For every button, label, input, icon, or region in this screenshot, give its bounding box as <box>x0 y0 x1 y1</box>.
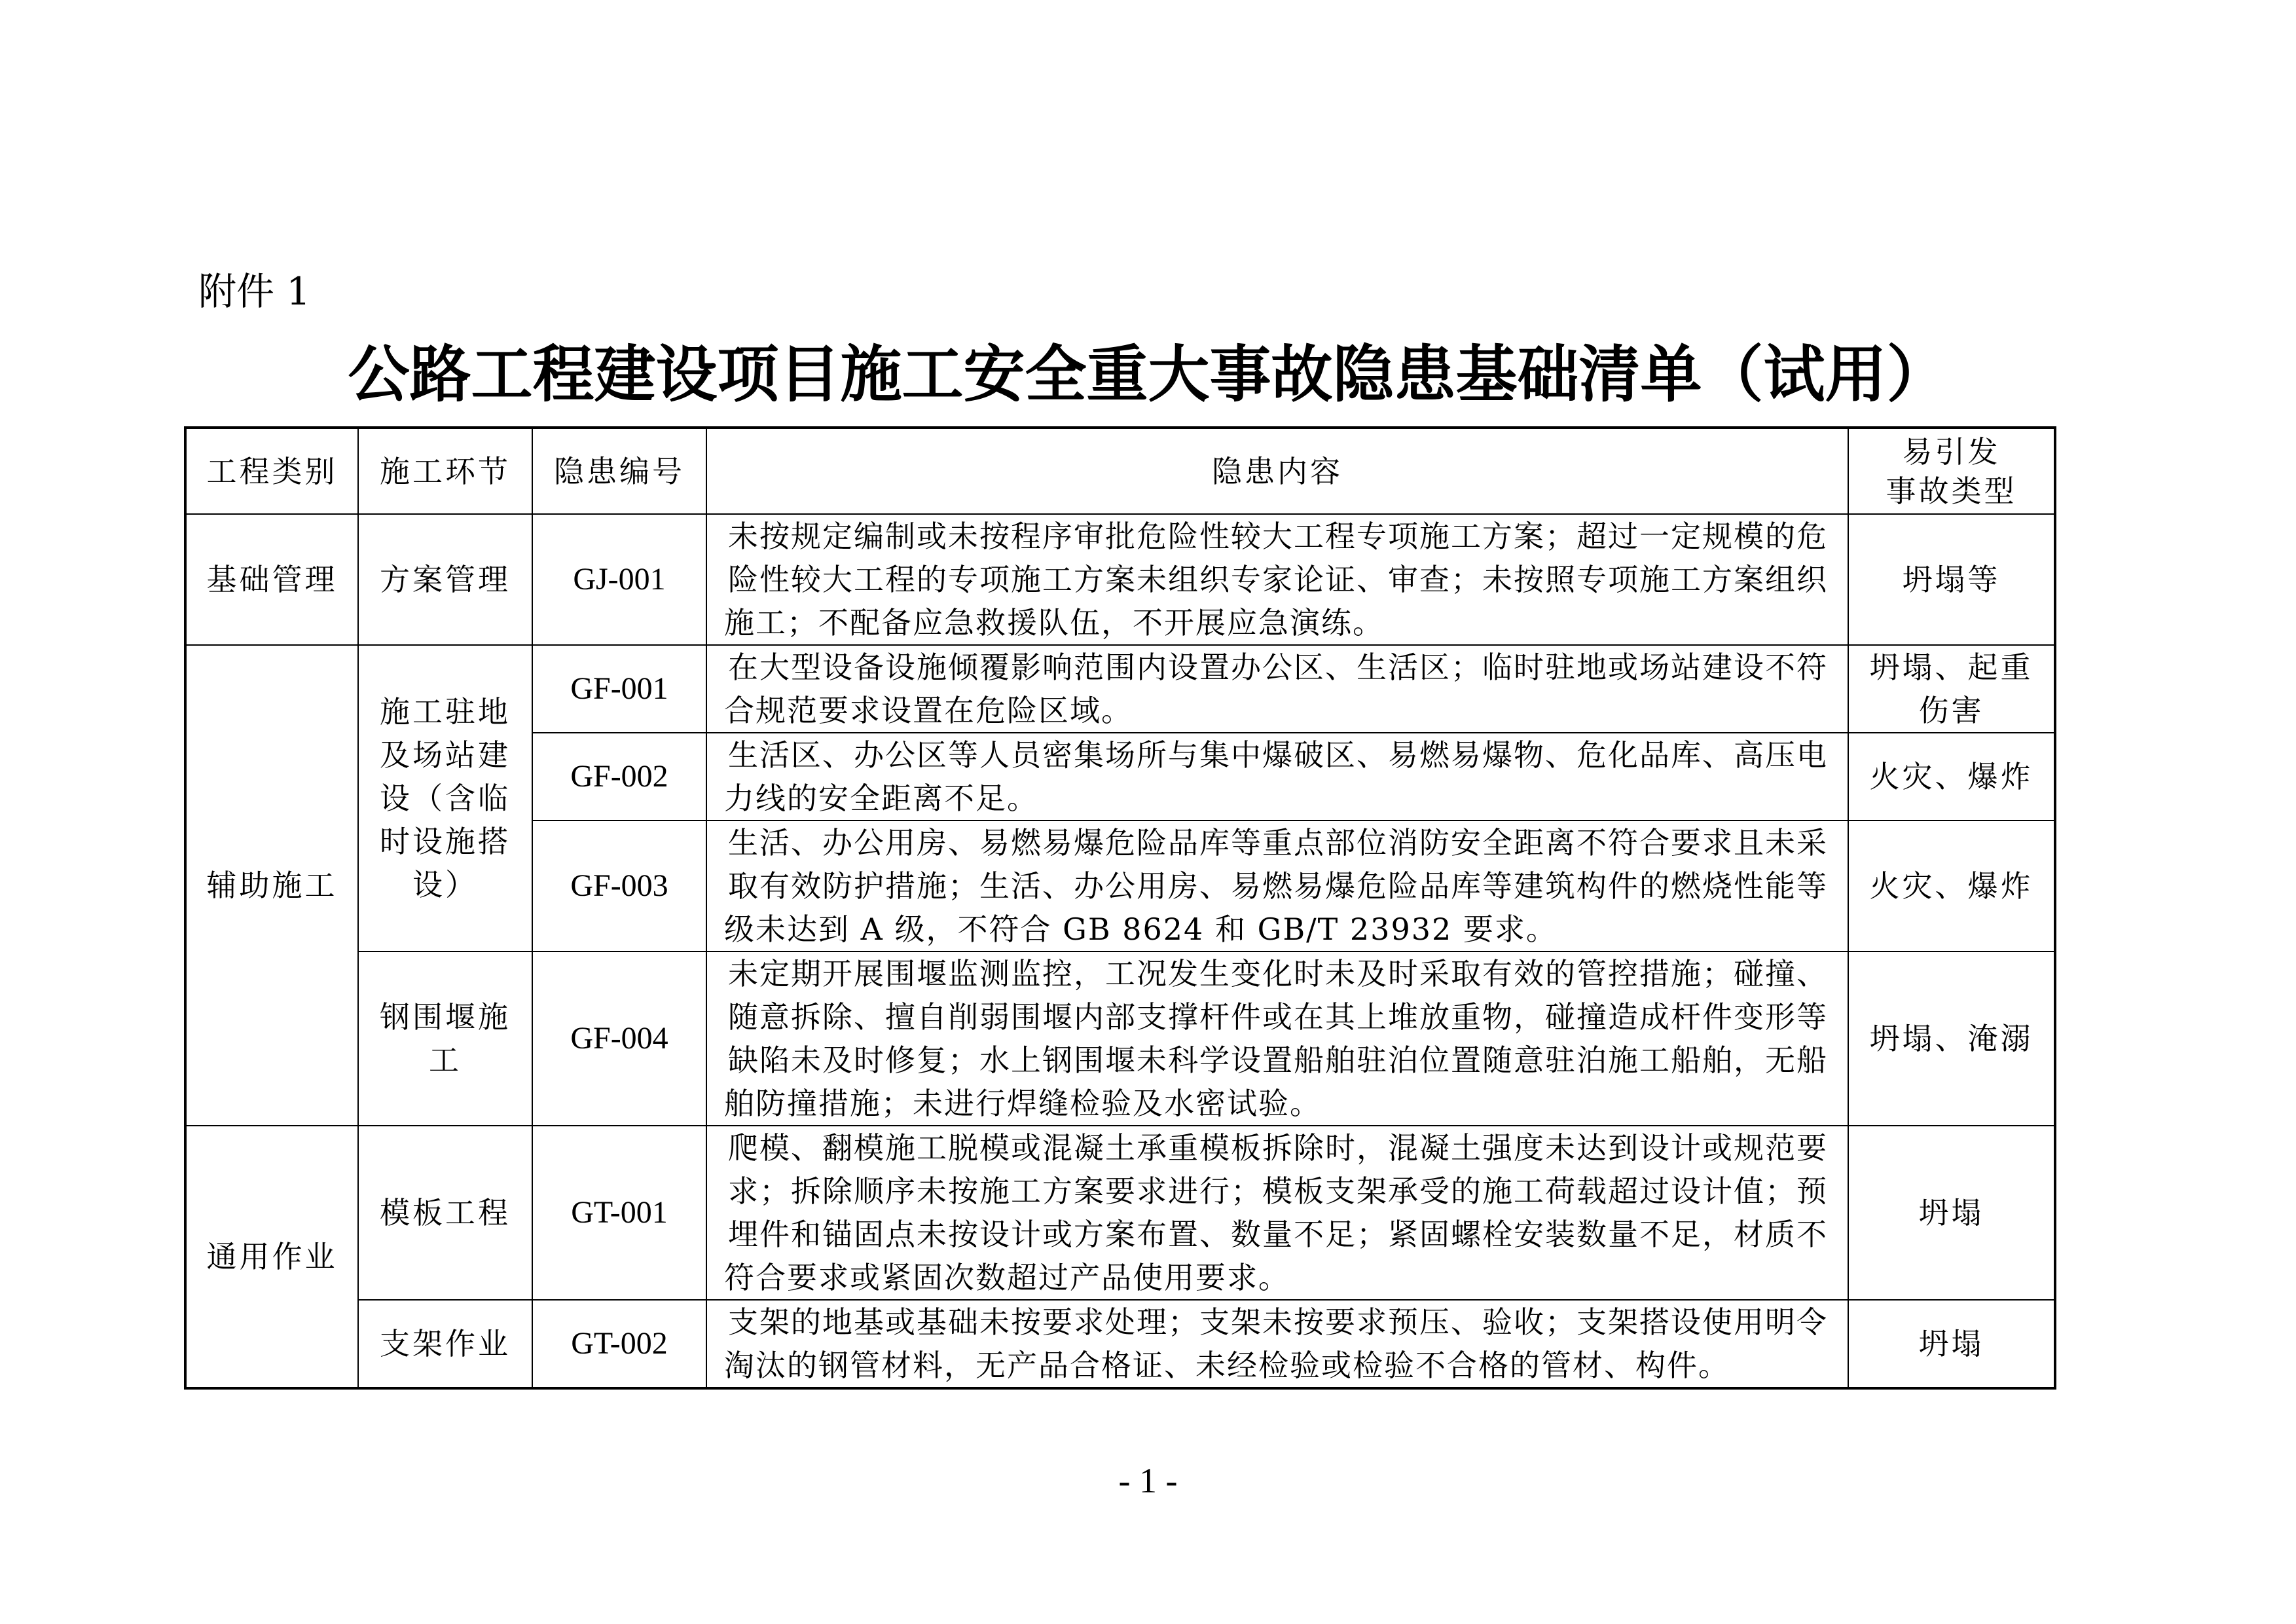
hazard-content: 生活、办公用房、易燃易爆危险品库等重点部位消防安全距离不符合要求且未采取有效防护措施；生活、办公用房、易燃易爆危险品库等建筑构件的燃烧性能等级未达到 A 级，不符合 GB 8624 和 GB/T 23932 要求。 <box>706 821 1848 951</box>
header-accident-type: 易引发 事故类型 <box>1848 428 2055 514</box>
hazard-content: 未按规定编制或未按程序审批危险性较大工程专项施工方案；超过一定规模的危险性较大工程的专项施工方案未组织专家论证、审查；未按照专项施工方案组织施工；不配备应急救援队伍，不开展应急演练。 <box>706 514 1848 645</box>
table-row <box>185 645 2055 733</box>
accident-type: 坍塌、淹溺 <box>1848 951 2055 1126</box>
stage-formwork: 模板工程 <box>358 1126 532 1300</box>
accident-type: 坍塌 <box>1848 1300 2055 1388</box>
header-content: 隐患内容 <box>706 428 1848 514</box>
stage-steel-cofferdam: 钢围堰施工 <box>358 951 532 1126</box>
hazard-code: GF-001 <box>532 645 706 733</box>
stage-support: 支架作业 <box>358 1300 532 1388</box>
accident-type: 坍塌 <box>1848 1126 2055 1300</box>
hazard-content: 支架的地基或基础未按要求处理；支架未按要求预压、验收；支架搭设使用明令淘汰的钢管材料，无产品合格证、未经检验或检验不合格的管材、构件。 <box>706 1300 1848 1388</box>
hazard-code: GF-004 <box>532 951 706 1126</box>
hazard-code: GJ-001 <box>532 514 706 645</box>
hazard-content: 在大型设备设施倾覆影响范围内设置办公区、生活区；临时驻地或场站建设不符合规范要求设置在危险区域。 <box>706 645 1848 733</box>
category-auxiliary: 辅助施工 <box>185 645 358 1126</box>
accident-type: 火灾、爆炸 <box>1848 733 2055 821</box>
header-stage: 施工环节 <box>358 428 532 514</box>
accident-type: 火灾、爆炸 <box>1848 821 2055 951</box>
header-code: 隐患编号 <box>532 428 706 514</box>
page-number: - 1 - <box>1118 1461 1178 1500</box>
hazard-code: GF-002 <box>532 733 706 821</box>
hazard-content: 未定期开展围堰监测监控，工况发生变化时未及时采取有效的管控措施；碰撞、随意拆除、擅自削弱围堰内部支撑杆件或在其上堆放重物，碰撞造成杆件变形等缺陷未及时修复；水上钢围堰未科学设置船舶驻泊位置随意驻泊施工船舶，无船舶防撞措施；未进行焊缝检验及水密试验。 <box>706 951 1848 1126</box>
hazard-code: GF-003 <box>532 821 706 951</box>
document-title: 公路工程建设项目施工安全重大事故隐患基础清单（试用） <box>348 339 1948 411</box>
accident-type: 坍塌、起重伤害 <box>1848 645 2055 733</box>
hazard-content: 爬模、翻模施工脱模或混凝土承重模板拆除时，混凝土强度未达到设计或规范要求；拆除顺序未按施工方案要求进行；模板支架承受的施工荷载超过设计值；预埋件和锚固点未按设计或方案布置、数量不足；紧固螺栓安装数量不足，材质不符合要求或紧固次数超过产品使用要求。 <box>706 1126 1848 1300</box>
stage-camp-construction: 施工驻地及场站建设（含临时设施搭设） <box>358 645 532 951</box>
header-category: 工程类别 <box>185 428 358 514</box>
table-row <box>185 514 2055 645</box>
category-general: 通用作业 <box>185 1126 358 1388</box>
hazard-list-table <box>184 426 2056 1390</box>
table-header-row <box>185 428 2055 514</box>
hazard-content: 生活区、办公区等人员密集场所与集中爆破区、易燃易爆物、危化品库、高压电力线的安全距离不足。 <box>706 733 1848 821</box>
table-row <box>185 951 2055 1126</box>
category-basic: 基础管理 <box>185 514 358 645</box>
stage-plan-management: 方案管理 <box>358 514 532 645</box>
hazard-code: GT-002 <box>532 1300 706 1388</box>
table-row <box>185 1126 2055 1300</box>
hazard-code: GT-001 <box>532 1126 706 1300</box>
accident-type: 坍塌等 <box>1848 514 2055 645</box>
attachment-label: 附件 1 <box>198 269 311 314</box>
table-row <box>185 1300 2055 1388</box>
